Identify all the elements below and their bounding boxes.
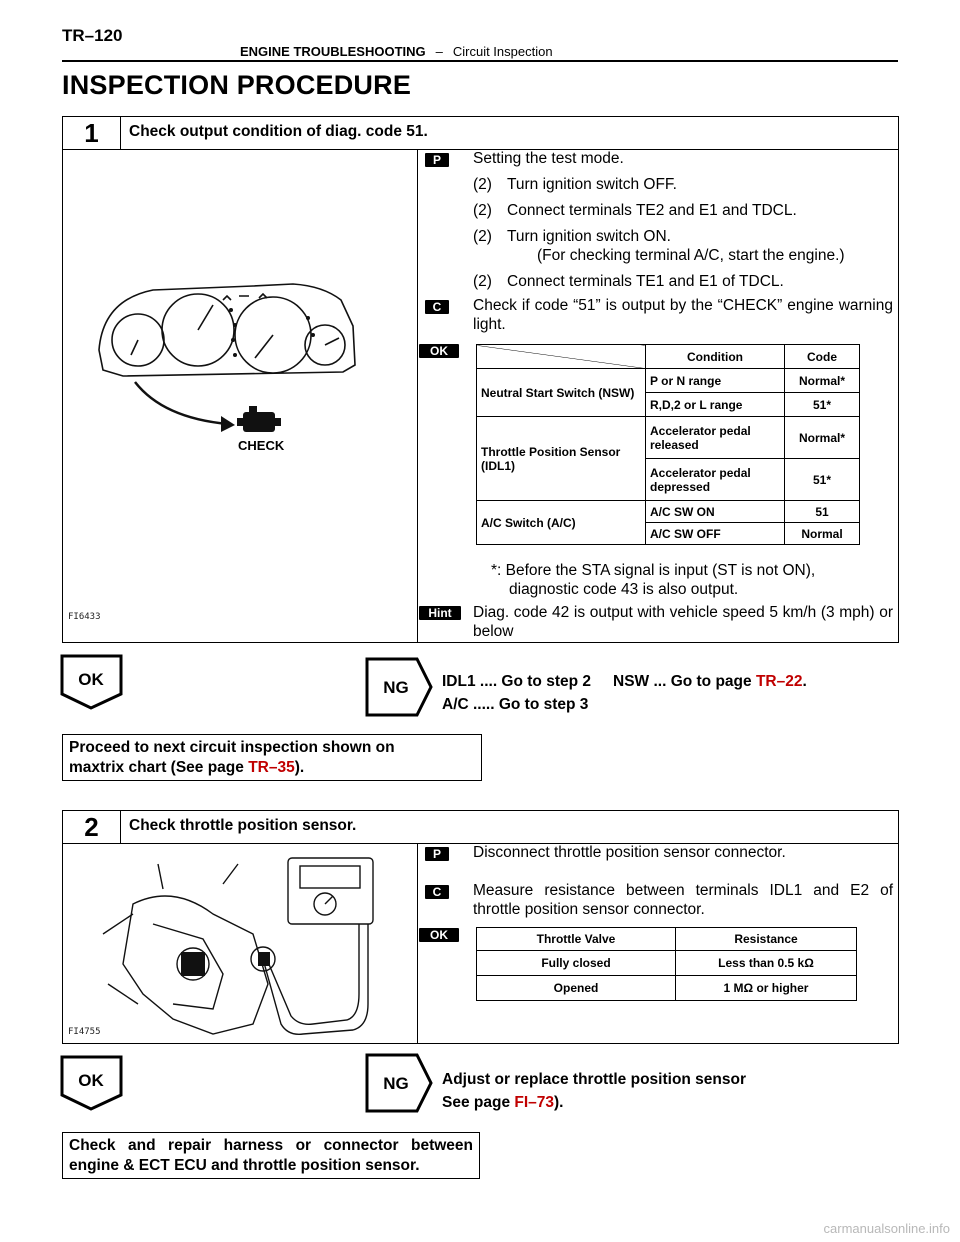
step-1-number: 1 xyxy=(63,117,121,149)
hint-tag: Hint xyxy=(419,606,461,620)
step-1-box xyxy=(62,116,899,643)
table-header-resistance: Resistance xyxy=(676,928,857,951)
table-cell-code: Normal xyxy=(785,523,860,545)
step-2-preparation: Disconnect throttle position sensor connector. xyxy=(473,844,786,861)
substep-1-text: Turn ignition switch OFF. xyxy=(507,176,677,193)
ng-2-line-2 xyxy=(442,1091,746,1114)
ng-2-end: ). xyxy=(554,1094,564,1111)
ng-2-line-1: Adjust or replace throttle position sensor xyxy=(442,1071,747,1088)
substep-4-num: (2) xyxy=(473,273,492,290)
table-cell-resistance: 1 MΩ or higher xyxy=(676,976,857,1001)
step-1-hint: Diag. code 42 is output with vehicle speed 5 km/h (3 mph) or below xyxy=(473,604,893,640)
header-rule xyxy=(62,60,898,62)
resistance-table xyxy=(476,927,857,1001)
ok-tag: OK xyxy=(419,928,459,942)
header-section: ENGINE TROUBLESHOOTING xyxy=(240,44,426,59)
step-2-figure-panel xyxy=(63,844,418,1043)
table-cell-code: Normal* xyxy=(785,417,860,459)
page-title: INSPECTION PROCEDURE xyxy=(62,70,412,100)
running-header xyxy=(240,44,553,59)
link-tr-35[interactable]: TR–35 xyxy=(248,759,295,776)
table-cell-resistance: Less than 0.5 kΩ xyxy=(676,951,857,976)
combination-meter-figure xyxy=(63,150,417,642)
table-footnote: *: Before the STA signal is input (ST is not ON), diagnostic code 43 is also output. xyxy=(491,562,816,598)
table-cell-condition: A/C SW OFF xyxy=(646,523,785,545)
table-header-valve: Throttle Valve xyxy=(477,928,676,951)
table-cell-code: 51 xyxy=(785,501,860,523)
ok-badge-2 xyxy=(60,1055,124,1111)
ok-badge-2-label: OK xyxy=(78,1071,104,1090)
ng-1-line-1 xyxy=(442,670,807,693)
table-cell-condition: R,D,2 or L range xyxy=(646,393,785,417)
ok-badge-1-label: OK xyxy=(78,670,104,689)
ng-1-period: . xyxy=(802,673,807,690)
substep-4-text: Connect terminals TE1 and E1 of TDCL. xyxy=(507,273,784,290)
c-tag: C xyxy=(425,300,449,314)
ng-badge-2-label: NG xyxy=(383,1074,409,1093)
table-cell-code: 51* xyxy=(785,459,860,501)
table-cell-valve: Opened xyxy=(477,976,676,1001)
figure-check-caption: CHECK xyxy=(238,438,285,453)
p-tag: P xyxy=(425,153,449,167)
step-2-header xyxy=(63,811,898,844)
ng-1-nsw: NSW ... Go to page xyxy=(613,673,752,690)
ok-1-result-box xyxy=(62,734,482,781)
ng-badge-1-label: NG xyxy=(383,678,409,697)
ng-1-idl1: IDL1 .... Go to step 2 xyxy=(442,673,591,690)
substep-3-note: (For checking terminal A/C, start the engine.) xyxy=(537,247,845,264)
ng-badge-2 xyxy=(365,1053,435,1117)
step-1-figure-id: FI6433 xyxy=(68,612,101,622)
ng-2-instructions xyxy=(442,1068,746,1114)
table-cell-code: Normal* xyxy=(785,369,860,393)
substep-2-text: Connect terminals TE2 and E1 and TDCL. xyxy=(507,202,797,219)
table-group-ac: A/C Switch (A/C) xyxy=(477,501,646,545)
table-group-nsw: Neutral Start Switch (NSW) xyxy=(477,369,646,417)
ok-tag: OK xyxy=(419,344,459,358)
step-2-figure-id: FI4755 xyxy=(68,1027,101,1037)
ok-1-result-end: ). xyxy=(294,759,305,776)
ng-badge-1 xyxy=(365,657,435,721)
step-2-title: Check throttle position sensor. xyxy=(129,817,357,834)
substep-3-text: Turn ignition switch ON. xyxy=(507,228,671,245)
table-cell-condition: P or N range xyxy=(646,369,785,393)
ok-2-result-text: Check and repair harness or connector between engine & ECT ECU and throttle position sensor. xyxy=(69,1137,473,1174)
table-cell-valve: Fully closed xyxy=(477,951,676,976)
step-1-figure-panel xyxy=(63,150,418,642)
step-1-check: Check if code “51” is output by the “CHECK” engine warning light. xyxy=(473,297,893,333)
substep-3-num: (2) xyxy=(473,228,492,245)
table-group-idl1: Throttle Position Sensor (IDL1) xyxy=(477,417,646,501)
diag-code-table xyxy=(476,344,860,545)
ok-badge-1 xyxy=(60,654,124,710)
table-corner-cell xyxy=(477,345,646,369)
p-tag: P xyxy=(425,847,449,861)
step-2-check: Measure resistance between terminals IDL1 and E2 of throttle position sensor connector. xyxy=(473,882,893,918)
watermark: carmanualsonline.info xyxy=(823,1221,950,1236)
header-separator: – xyxy=(435,44,443,59)
page-number: TR–120 xyxy=(62,26,123,45)
substep-2-num: (2) xyxy=(473,202,492,219)
table-header-condition: Condition xyxy=(646,345,785,369)
ng-1-instructions xyxy=(442,670,807,716)
ok-1-result-line-2 xyxy=(69,758,475,778)
ok-1-result-line-1: Proceed to next circuit inspection shown on xyxy=(69,739,395,756)
step-2-box xyxy=(62,810,899,1044)
ng-1-line-2: A/C ..... Go to step 3 xyxy=(442,696,589,713)
step-1-title: Check output condition of diag. code 51. xyxy=(129,123,428,140)
c-tag: C xyxy=(425,885,449,899)
step-2-number: 2 xyxy=(63,811,121,843)
table-cell-condition: Accelerator pedal released xyxy=(646,417,785,459)
table-cell-condition: A/C SW ON xyxy=(646,501,785,523)
sensor-measurement-figure xyxy=(63,844,417,1043)
link-fi-73[interactable]: FI–73 xyxy=(514,1094,555,1111)
substep-1-num: (2) xyxy=(473,176,492,193)
ok-2-result-box xyxy=(62,1132,480,1179)
table-cell-condition: Accelerator pedal depressed xyxy=(646,459,785,501)
step-1-header xyxy=(63,117,898,150)
step-1-preparation: Setting the test mode. xyxy=(473,150,624,167)
header-subsection: Circuit Inspection xyxy=(452,44,553,59)
table-cell-code: 51* xyxy=(785,393,860,417)
table-header-code: Code xyxy=(785,345,860,369)
ng-2-see-page: See page xyxy=(442,1094,511,1111)
ok-1-result-text: maxtrix chart (See page xyxy=(69,759,244,776)
link-tr-22[interactable]: TR–22 xyxy=(755,673,803,690)
